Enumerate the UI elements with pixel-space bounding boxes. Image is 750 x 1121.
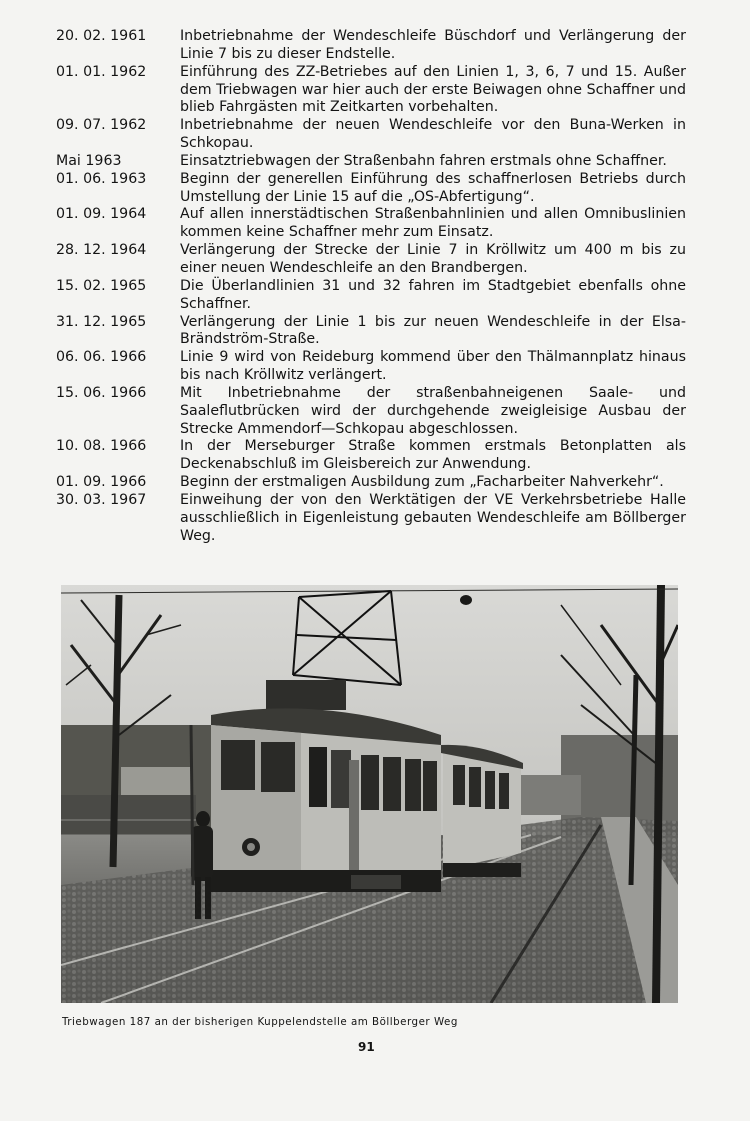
chronology-entry <box>56 171 686 207</box>
entry-text: Beginn der erstmaligen Ausbildung zum „Facharbeiter Nahverkehr“. <box>180 474 664 491</box>
entry-date: 06. 06. 1966 <box>56 349 147 366</box>
entry-text: Die Überlandlinien 31 und 32 fahren im Stadtgebiet ebenfalls ohne Schaffner. <box>180 277 686 312</box>
entry-date: 15. 02. 1965 <box>56 277 147 294</box>
entry-text: Einführung des ZZ-Betriebes auf den Linien 1, 3, 6, 7 und 15. Außer dem Triebwagen war hier auch der erste Beiwagen ohne Schaffner und blieb Fahrgästen mit Zeitkarten vorbehalten. <box>180 63 686 116</box>
chronology-entry <box>56 314 686 350</box>
chronology-entry <box>56 492 686 546</box>
entry-date: 09. 07. 1962 <box>56 117 147 134</box>
entry-date: 01. 01. 1962 <box>56 63 147 80</box>
entry-date: Mai 1963 <box>56 152 122 169</box>
chronology-entry <box>56 153 686 171</box>
chronology-entry <box>56 117 686 153</box>
chronology-entry <box>56 349 686 385</box>
page-number: 91 <box>358 1040 375 1054</box>
entry-date: 10. 08. 1966 <box>56 438 147 455</box>
chronology-entry <box>56 242 686 278</box>
entry-text: In der Merseburger Straße kommen erstmals Betonplatten als Deckenabschluß im Gleisbereich zur Anwendung. <box>180 438 686 473</box>
entry-date: 01. 09. 1966 <box>56 474 147 491</box>
entry-text: Einweihung der von den Werktätigen der VE Verkehrsbetriebe Halle ausschließlich in Eigenleistung gebauten Wendeschleife am Böllberger Weg. <box>180 491 686 544</box>
entry-date: 31. 12. 1965 <box>56 313 147 330</box>
entry-date: 01. 09. 1964 <box>56 206 147 223</box>
chronology-entry <box>56 438 686 474</box>
chronology-entry <box>56 474 686 492</box>
chronology-entry <box>56 64 686 118</box>
entry-text: Linie 9 wird von Reideburg kommend über den Thälmannplatz hinaus bis nach Kröllwitz verlängert. <box>180 349 686 384</box>
entry-date: 01. 06. 1963 <box>56 170 147 187</box>
entry-text: Mit Inbetriebnahme der straßenbahneigenen Saale- und Saaleflutbrücken wird der durchgehende zweigleisige Ausbau der Strecke Ammendorf—Schkopau abgeschlossen. <box>180 384 686 437</box>
photo-caption: Triebwagen 187 an der bisherigen Kuppelendstelle am Böllberger Weg <box>62 1016 458 1028</box>
entry-date: 30. 03. 1967 <box>56 491 147 508</box>
entry-text: Einsatztriebwagen der Straßenbahn fahren erstmals ohne Schaffner. <box>180 152 667 169</box>
entry-date: 20. 02. 1961 <box>56 28 147 44</box>
entry-text: Inbetriebnahme der Wendeschleife Büschdorf und Verlängerung der Linie 7 bis zu dieser Endstelle. <box>180 28 686 62</box>
chronology-entry <box>56 385 686 439</box>
entry-text: Verlängerung der Linie 1 bis zur neuen Wendeschleife in der Elsa-Brändström-Straße. <box>180 313 686 348</box>
chronology-entry <box>56 28 686 64</box>
entry-text: Auf allen innerstädtischen Straßenbahnlinien und allen Omnibuslinien kommen keine Schaffner mehr zum Einsatz. <box>180 206 686 241</box>
entry-text: Beginn der generellen Einführung des schaffnerlosen Betriebs durch Umstellung der Linie 15 auf die „OS-Abfertigung“. <box>180 170 686 205</box>
tram-photograph <box>61 585 678 1003</box>
chronology-entry <box>56 206 686 242</box>
chronology-entry <box>56 278 686 314</box>
entry-date: 15. 06. 1966 <box>56 384 147 401</box>
chronology-list <box>56 28 686 545</box>
entry-date: 28. 12. 1964 <box>56 242 147 259</box>
entry-text: Verlängerung der Strecke der Linie 7 in Kröllwitz um 400 m bis zu einer neuen Wendeschleife an den Brandbergen. <box>180 242 686 276</box>
entry-text: Inbetriebnahme der neuen Wendeschleife vor den Buna-Werken in Schkopau. <box>180 117 686 152</box>
